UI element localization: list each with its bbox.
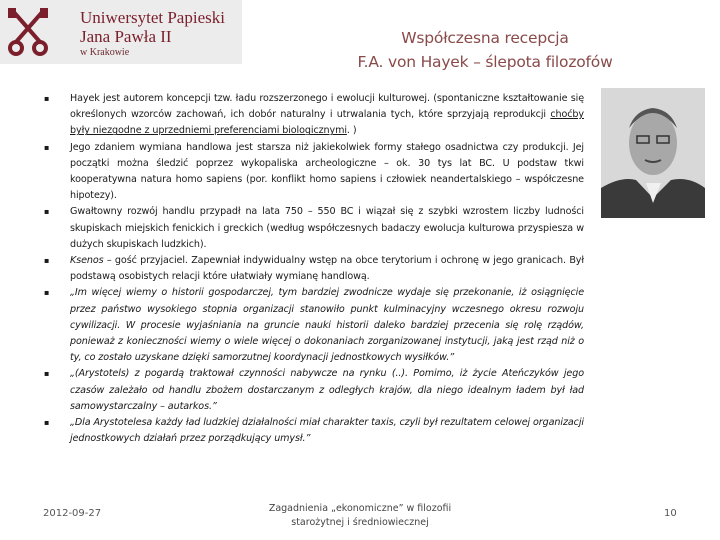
footer-topic-line-1: Zagadnienia „ekonomiczne” w filozofii (268, 503, 452, 514)
crossed-keys-icon (6, 6, 50, 58)
university-logo (0, 0, 242, 64)
underlined-text: choćby były niezgodne z uprzedniemi preferenciami biologicznymi (70, 109, 584, 137)
hayek-portrait-photo (601, 88, 705, 218)
page-number: 10 (664, 508, 677, 519)
bullet-icon: ▪ (44, 369, 50, 379)
title-line-1: Współczesna recepcja (401, 29, 569, 47)
logo-line-1: Uniwersytet Papieski (80, 8, 225, 27)
item-term: Ksenos (70, 255, 104, 267)
item-text: Hayek jest autorem koncepcji tzw. ładu rozszerzonego i ewolucji kulturowej. (spontaniczne kształtowanie się określonych wzorców zachowań, ich dobór naturalny i utrwalania tych, które sprzyjają reprodukcji (70, 93, 584, 121)
footer-date: 2012-09-27 (43, 508, 102, 519)
university-name (80, 8, 225, 60)
bullet-icon: ▪ (44, 256, 50, 266)
slide-title (300, 26, 670, 74)
item-text: – gość przyjaciel. Zapewniał indywidualny wstęp na obce terytorium i ochronę w jego granicach. Był podstawą osobistych relacji które ułatwiały wymianę handlową. (70, 255, 584, 283)
bullet-icon: ▪ (44, 142, 50, 152)
list-item (44, 415, 584, 447)
title-line-2: F.A. von Hayek – ślepota filozofów (357, 53, 613, 71)
list-item (44, 253, 584, 285)
bullet-icon: ▪ (44, 418, 50, 428)
footer-topic (250, 502, 470, 530)
logo-line-2: Jana Pawła II (80, 27, 172, 46)
list-item (44, 204, 584, 253)
list-item (44, 285, 584, 366)
item-tail: . ) (346, 125, 357, 137)
footer-topic-line-2: starożytnej i średniowiecznej (291, 517, 429, 528)
logo-line-3: w Krakowie (80, 47, 130, 58)
item-text: „(Arystotels) z pogardą traktował czynności nabywcze na rynku (..). Pomimo, iż życie Ateńczyków jego czasów zależało od handlu zbożem dostarczanym z odległych krajów, dla niego idealnym ładem był ład samowystarczalny – autarkos.” (70, 368, 584, 412)
item-text: Jego zdaniem wymiana handlowa jest starsza niż jakiekolwiek formy stałego osadnictwa czy produkcji. Jej początki można śledzić poprzez wykopaliska archeologiczne – ok. 30 tys lat BC. U podstaw tkwi kooperatywna natura homo sapiens (por. konflikt homo sapiens i człowiek neandertalskiego – współczesne hipotezy). (70, 141, 584, 202)
item-text: „Dla Arystotelesa każdy ład ludzkiej działalności miał charakter taxis, czyli był rezultatem celowej organizacji jednostkowych działań przez porządkujący umysł.” (70, 417, 584, 445)
item-text: Gwałtowny rozwój handlu przypadł na lata 750 – 550 BC i wiązał się z szybki wzrostem liczby ludności skupiskach miejskich fenickich i greckich (według współczesnych badaczy ewolucja kulturowa przyspiesza w dużych skupiskach ludzkich). (70, 206, 584, 250)
item-text: „Im więcej wiemy o historii gospodarczej, tym bardziej zwodnicze wydaje się przekonanie, iż osiągnięcie przez państwo wysokiego stopnia organizacji stanowiło punkt kulminacyjny wczesnego okresu rozwoju cywilizacji. W procesie wyjaśniania na gruncie nauki historii daleko bardziej przecenia się rolę rządów, ponieważ z konieczności wiemy o wiele więcej o dokonaniach zorganizowanej instytucji, jaką jest rząd niż o ty, co zostało uzyskane dzięki samorzutnej koordynacji jednostkowych wysiłków.” (70, 287, 584, 364)
bullet-list (44, 91, 584, 447)
list-item (44, 91, 584, 140)
bullet-icon: ▪ (44, 94, 50, 103)
list-item (44, 140, 584, 205)
bullet-icon: ▪ (44, 288, 50, 298)
bullet-icon: ▪ (44, 207, 50, 217)
list-item (44, 366, 584, 415)
